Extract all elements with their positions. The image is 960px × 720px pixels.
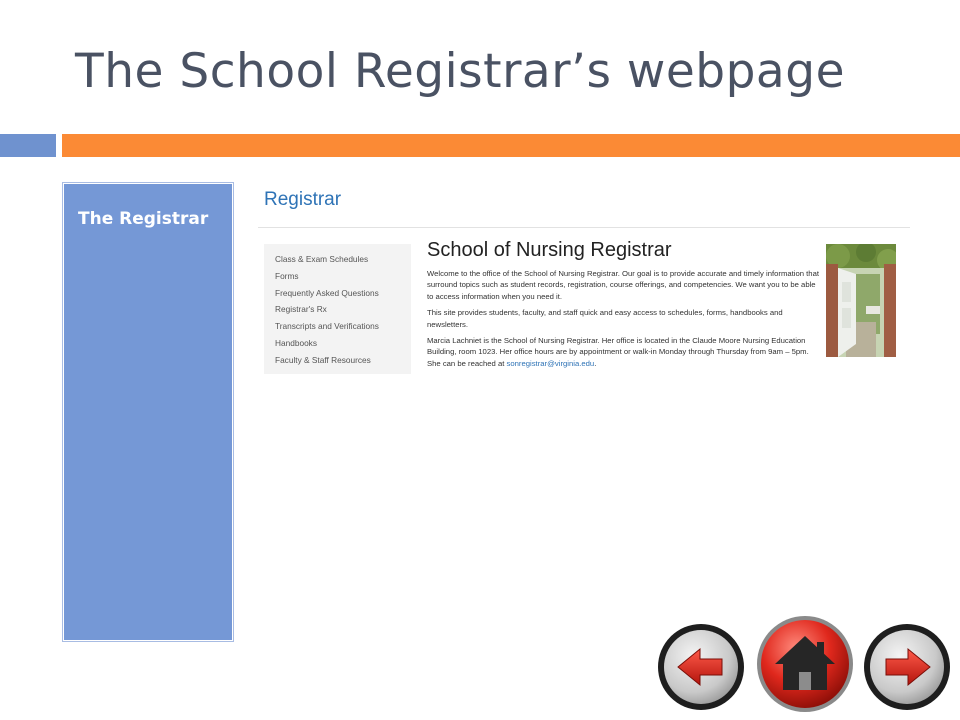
website-paragraph-contact (427, 335, 819, 369)
accent-bar-orange (62, 134, 960, 157)
next-button[interactable] (862, 622, 952, 712)
sidebar-item-transcripts[interactable]: Transcripts and Verifications (275, 321, 379, 332)
accent-bar-blue (0, 134, 56, 157)
email-suffix: . (594, 358, 597, 368)
sidebar-item-registrars-rx[interactable]: Registrar's Rx (275, 304, 327, 315)
left-arrow-icon (656, 622, 746, 712)
website-paragraph-access: This site provides students, faculty, and staff quick and easy access to schedules, forms, handbooks and newsletters. (427, 308, 783, 329)
website-paragraph-welcome: Welcome to the office of the School of Nursing Registrar. Our goal is to provide accurate and timely information that surround topics such as student records, registration, course offerings, and competencies. We want you to be able to access information when you need it. (427, 269, 819, 301)
sidebar-item-class-exam-schedules[interactable]: Class & Exam Schedules (275, 254, 369, 264)
previous-button[interactable] (656, 622, 746, 712)
website-body (427, 268, 819, 374)
website-sidebar-nav (264, 244, 411, 374)
contact-text: Marcia Lachniet is the School of Nursing Registrar. Her office is located in the Claude Moore Nursing Education Building, room 1023. Her office hours are by appointment or walk-in Monday through Thursday from 9am – 5pm. She can be reached at (427, 336, 809, 368)
slide-title: The School Registrar’s webpage (75, 44, 845, 99)
house-icon (755, 614, 855, 714)
home-button[interactable] (755, 614, 855, 714)
sidebar-item-faculty-staff[interactable]: Faculty & Staff Resources (275, 354, 371, 365)
website-divider (258, 227, 910, 228)
sidebar-item-forms[interactable]: Forms (275, 270, 299, 281)
side-panel-label: The Registrar (78, 209, 209, 229)
side-panel (62, 182, 234, 642)
website-page-title: School of Nursing Registrar (427, 239, 672, 261)
sidebar-item-faq[interactable]: Frequently Asked Questions (275, 287, 379, 298)
email-link[interactable]: sonregistrar@virginia.edu (506, 358, 595, 368)
sidebar-item-handbooks[interactable]: Handbooks (275, 337, 317, 348)
website-heading: Registrar (264, 189, 342, 210)
right-arrow-icon (862, 622, 952, 712)
garden-door-photo (826, 244, 896, 357)
